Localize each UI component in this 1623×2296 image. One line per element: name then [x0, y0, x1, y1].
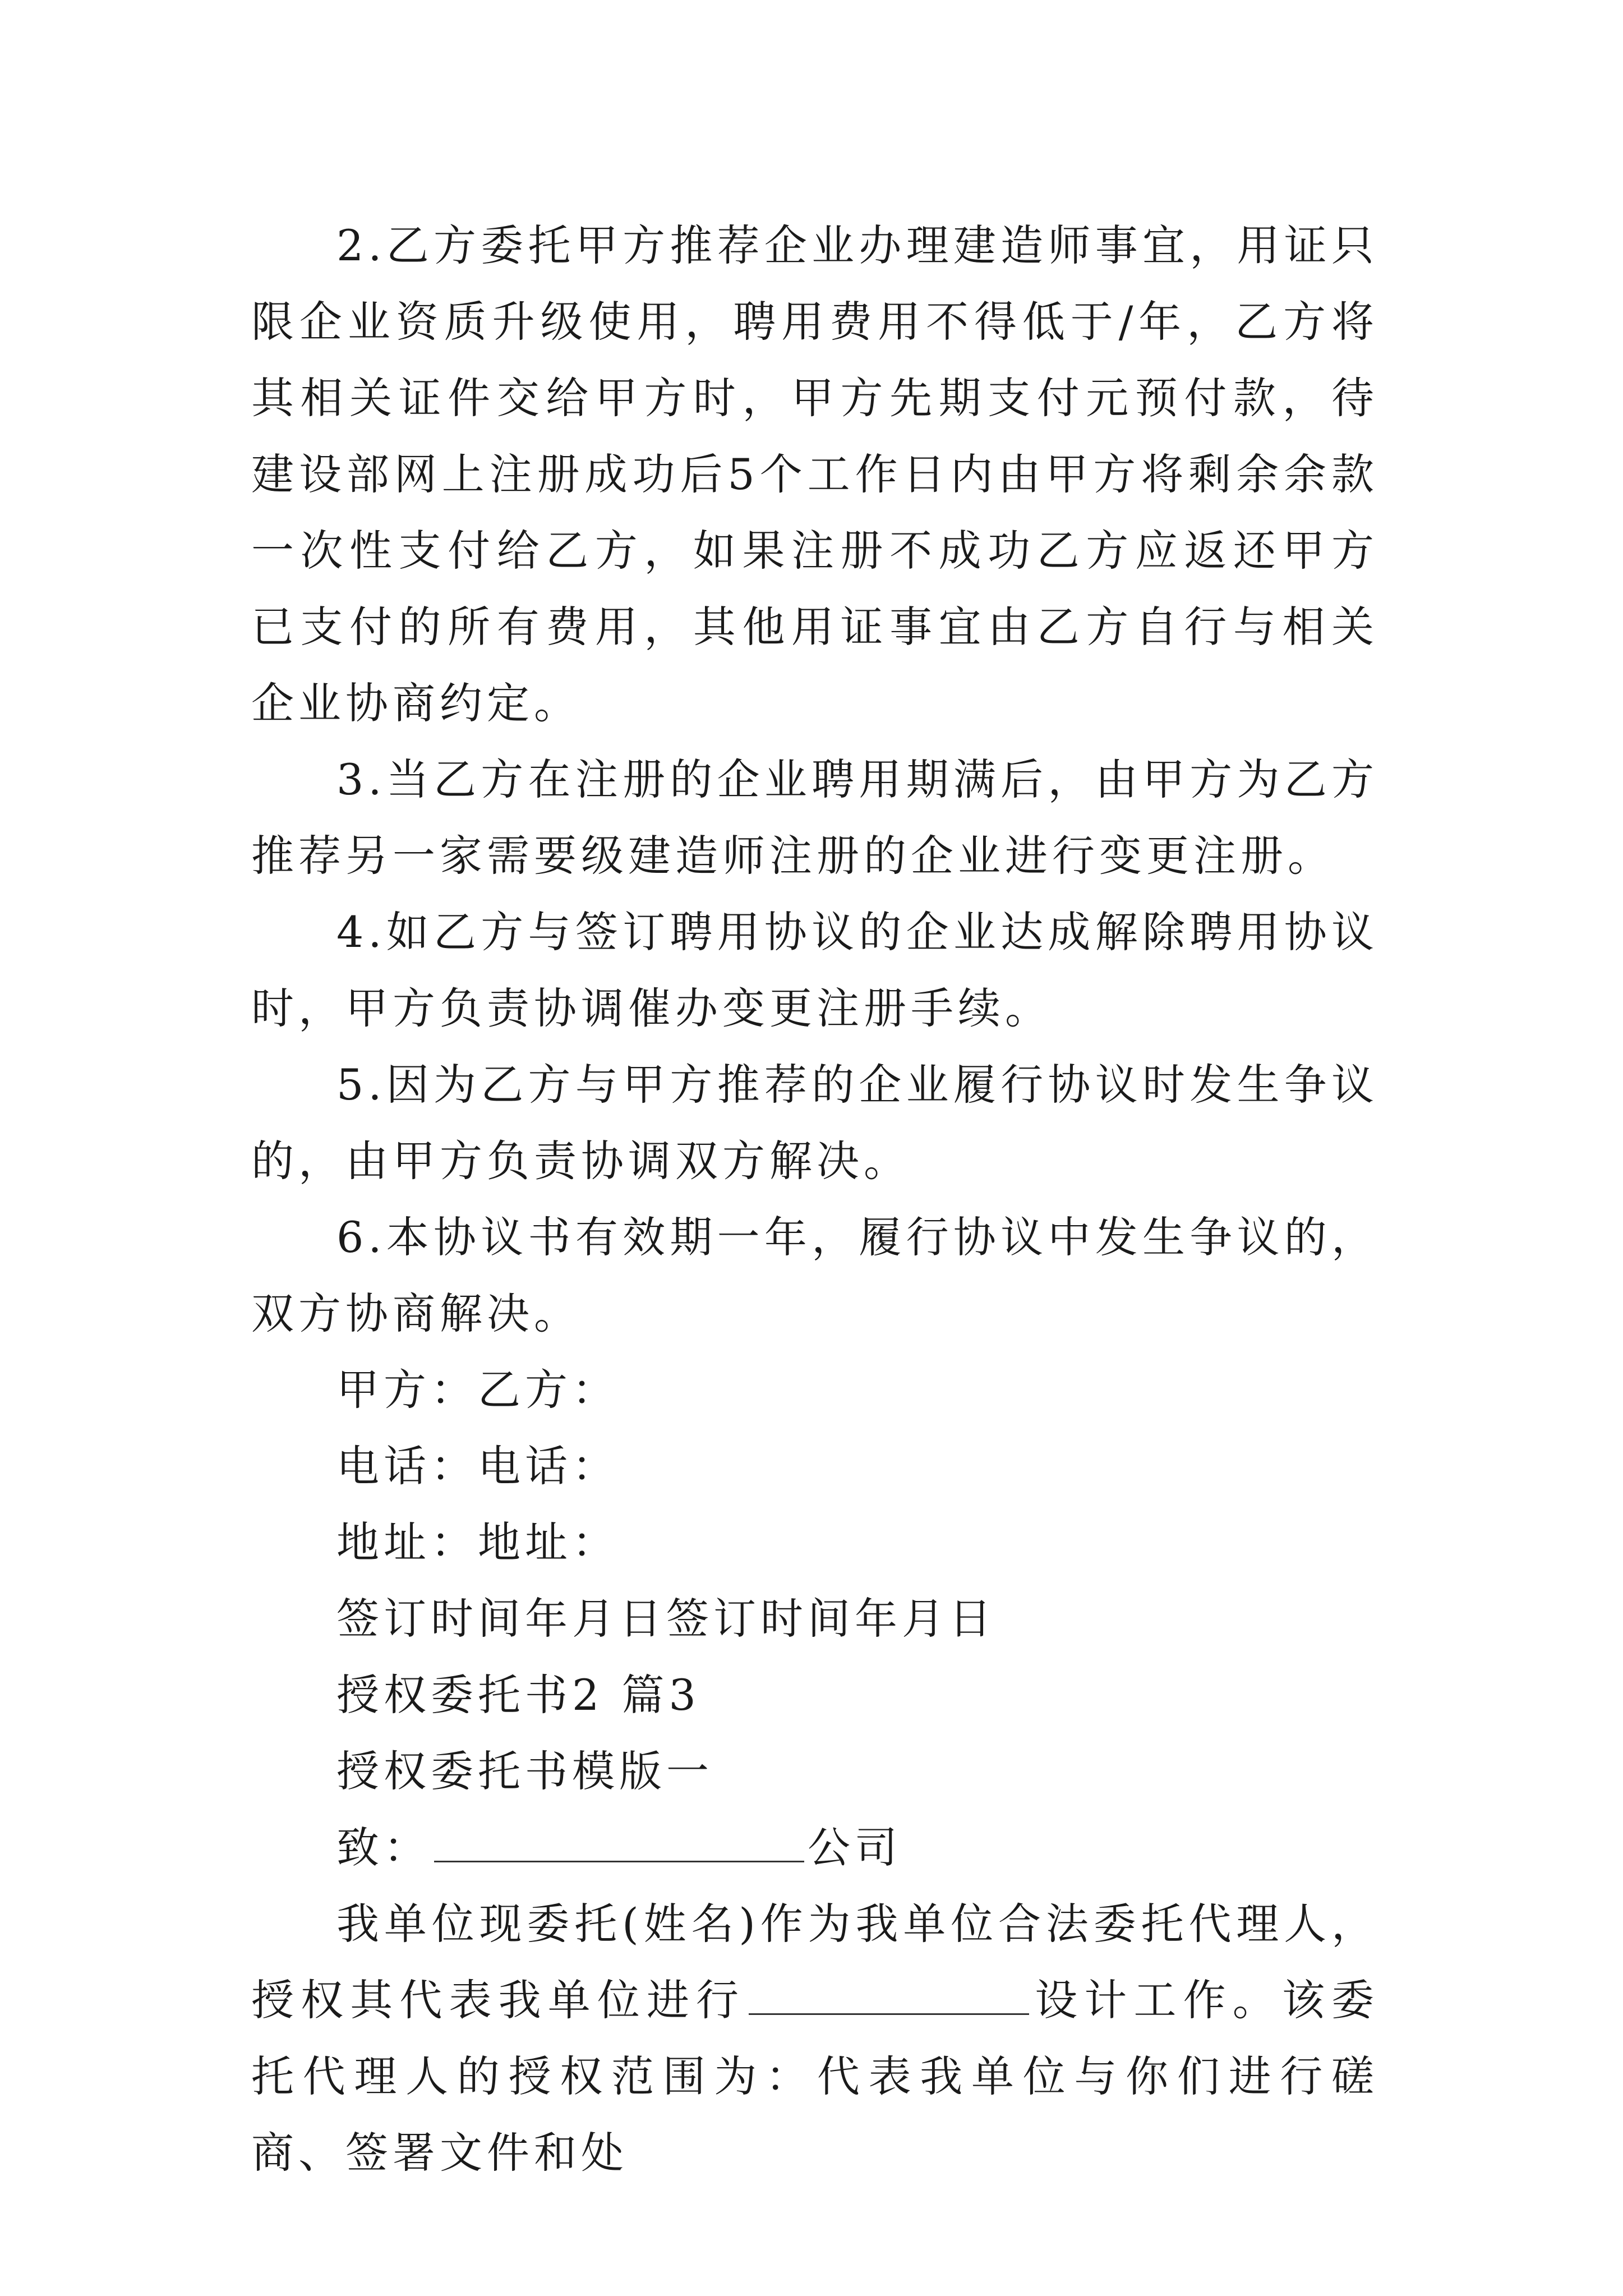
recipient-suffix: 公司 — [808, 1823, 902, 1872]
clause-5: 5.因为乙方与甲方推荐的企业履行协议时发生争议的，由甲方负责协调双方解决。 — [251, 1060, 1378, 1186]
section-heading: 授权委托书2 篇3 — [336, 1670, 700, 1720]
letter-recipient — [251, 1810, 1378, 1886]
company-blank — [434, 1818, 804, 1862]
design-blank — [749, 1971, 1029, 2015]
template-heading: 授权委托书模版一 — [336, 1746, 713, 1796]
letter-body — [251, 1886, 1378, 2191]
letter-body-part1: 我单位现委托(姓名)作为我单位合法委托代理人，授权其代表我单位进行 — [251, 1899, 1378, 2025]
letter-body-part2: 设计工作。该委托代理人的授权范围为：代表我单位与你们进行磋商、签署文件和处 — [251, 1975, 1379, 2178]
signature-phone: 电话：电话： — [336, 1441, 619, 1491]
recipient-prefix: 致： — [336, 1823, 431, 1872]
signature-parties: 甲方：乙方： — [336, 1365, 619, 1415]
clause-6: 6.本协议书有效期一年，履行协议中发生争议的，双方协商解决。 — [251, 1212, 1378, 1338]
document-page — [251, 208, 1378, 2191]
clause-4: 4.如乙方与签订聘用协议的企业达成解除聘用协议时，甲方负责协调催办变更注册手续。 — [251, 907, 1378, 1033]
signature-address: 地址：地址： — [336, 1517, 619, 1567]
clause-3: 3.当乙方在注册的企业聘用期满后，由甲方为乙方推荐另一家需要级建造师注册的企业进行变更注册。 — [251, 754, 1378, 881]
clause-2: 2.乙方委托甲方推荐企业办理建造师事宜，用证只限企业资质升级使用，聘用费用不得低于/年，乙方将其相关证件交给甲方时，甲方先期支付元预付款，待建设部网上注册成功后5个工作日内由甲方将剩余余款一次性支付给乙方，如果注册不成功乙方应返还甲方已支付的所有费用，其他用证事宜由乙方自行与相关企业协商约定。 — [251, 220, 1378, 728]
signature-date: 签订时间年月日签订时间年月日 — [336, 1594, 996, 1644]
